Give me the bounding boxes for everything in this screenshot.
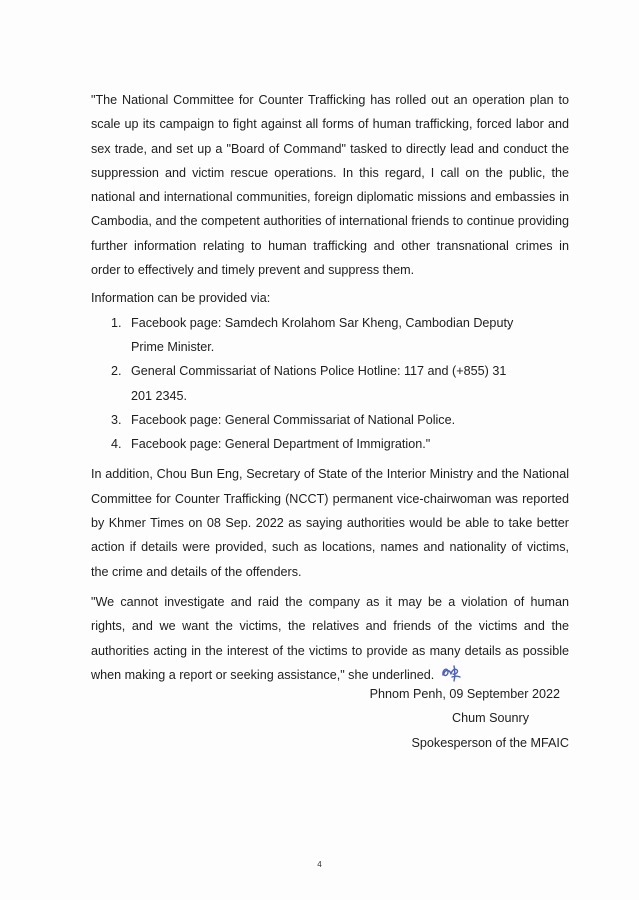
- list-intro: Information can be provided via:: [91, 291, 271, 306]
- list-item-text: Facebook page: Samdech Krolahom Sar Kheng, Cambodian Deputy Prime Minister.: [131, 315, 514, 354]
- list-item-number: 3.: [111, 412, 122, 427]
- list-item: [91, 432, 569, 456]
- paragraph-statement: "The National Committee for Counter Trafficking has rolled out an operation plan to scale up its campaign to fight against all forms of human trafficking, forced labor and sex trade, and set up a "Board of Command" tasked to directly lead and conduct the suppression and victim rescue operations. In this regard, I call on the public, the national and international communities, foreign diplomatic missions and embassies in Cambodia, and the competent authorities of international friends to continue providing further information relating to human trafficking and other transnational crimes in order to effectively and timely prevent and suppress them.: [91, 93, 569, 278]
- list-item-number: 1.: [111, 315, 122, 330]
- list-item-number: 2.: [111, 364, 122, 379]
- paragraph-quote-text: "We cannot investigate and raid the company as it may be a violation of human rights, and we want the victims, the relatives and friends of the victims and the authorities acting in the interest of the victims to provide as many details as possible when making a report or seeking assistance," she underlined.: [91, 594, 569, 682]
- paragraph-addition: In addition, Chou Bun Eng, Secretary of State of the Interior Ministry and the National Committee for Counter Trafficking (NCCT) permanent vice-chairwoman was reported by Khmer Times on 08 Sep. 2022 as saying authorities would be able to take better action if details were provided, such as locations, names and nationality of victims, the crime and details of the offenders.: [91, 467, 569, 579]
- information-channels-list: [91, 311, 569, 457]
- signature-block: [91, 682, 569, 755]
- page-number: 4: [317, 860, 322, 869]
- document-body: [91, 88, 569, 691]
- list-item: [91, 408, 569, 432]
- list-item-text: General Commissariat of Nations Police Hotline: 117 and (+855) 31 201 2345.: [131, 364, 507, 403]
- list-item: [91, 359, 569, 408]
- list-item-text: Facebook page: General Commissariat of National Police.: [131, 412, 456, 427]
- spokesperson-name: Chum Sounry: [452, 711, 529, 726]
- list-item-number: 4.: [111, 437, 122, 452]
- spokesperson-title: Spokesperson of the MFAIC: [411, 735, 569, 750]
- list-item: [91, 311, 569, 360]
- paragraph-quote: [91, 590, 569, 691]
- list-item-text: Facebook page: General Department of Immigration.": [131, 437, 431, 452]
- place-and-date: Phnom Penh, 09 September 2022: [369, 687, 560, 701]
